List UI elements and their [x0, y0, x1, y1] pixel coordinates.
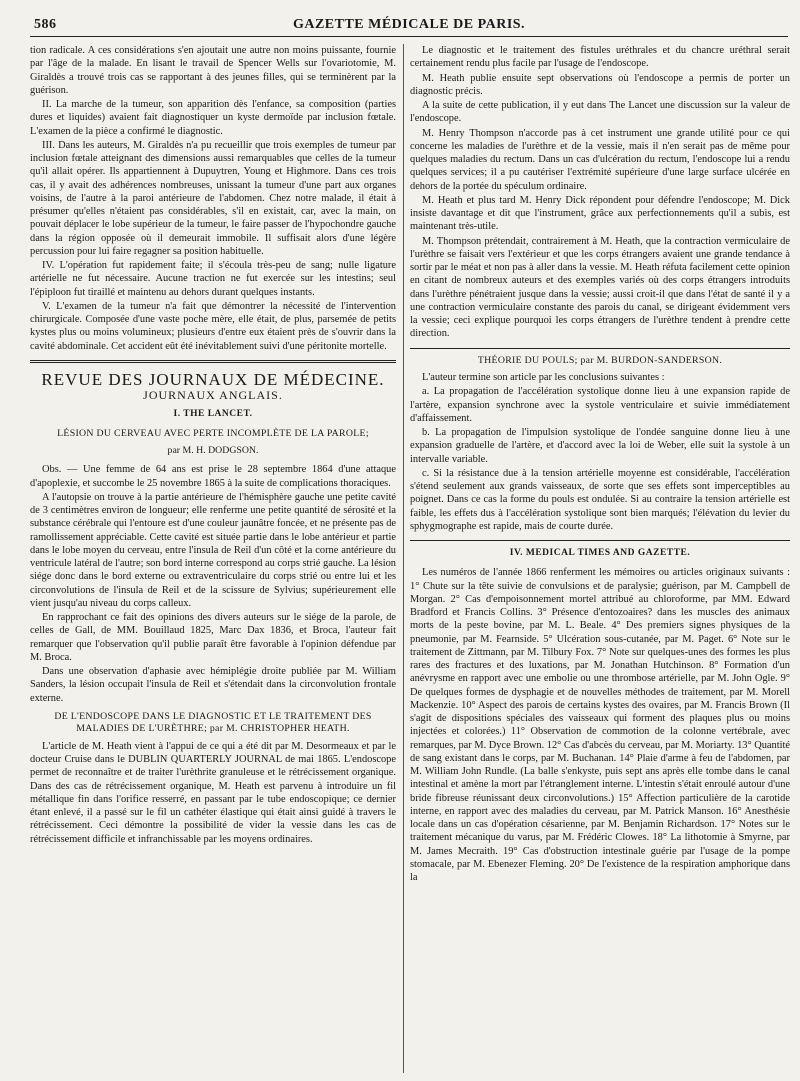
paragraph: M. Thompson prétendait, contrairement à M. Heath, que la contraction vermiculaire de l'urèthre se faisait vers l'extérieur et que les corps étrangers avaient une grande tendance à sortir par le méat et non pas à aller dans la vessie. M. Heath réfuta facilement cette opinion en citant de nombreux auteurs et des exemples variés où des corps étrangers introduits dans l'urèthre pénétraient jusque dans la vessie; aussi croit-il que dans l'état de santé il y a une contraction vermiculaire constante des parois du canal, se dirigeant évidemment vers la vessie; ceci explique pourquoi les corps étrangers de l'urèthre tendent à prendre cette direction.	[410, 235, 790, 340]
article-author: par M. H. DODGSON.	[167, 445, 259, 456]
page-header	[30, 14, 788, 37]
journal-heading: IV. MEDICAL TIMES AND GAZETTE.	[509, 548, 691, 558]
paragraph: c. Si la résistance due à la tension artérielle moyenne est considérable, l'accélération s'étend seulement aux grands vaisseaux, de sorte que ses effets sont imperceptibles au poignet. Dans ce cas la forme du pouls est ondulée. Si au contraire la tension artérielle est faible, les effets dus à l'accélération systolique sont bien marqués; l'élévation du levier du sphygmographe est rapide, mais de courte durée.	[410, 467, 790, 532]
paragraph: Obs. — Une femme de 64 ans est prise le 28 septembre 1864 d'une attaque d'apoplexie, et succombe le 25 novembre 1865 à la suite de complications thoraciques.	[30, 464, 396, 489]
paragraph: L'article de M. Heath vient à l'appui de ce qui a été dit par M. Desormeaux et par le docteur Cruise dans le DUBLIN QUARTERLY JOURNAL de mai 1865. L'endoscope permet de reconnaître et de traiter l'urèthrite granuleuse et le rétrécissement organique. Dans des cas de rétrécissement organique, M. Heath est parvenu à introduire un fil métallique fin dans l'orifice resserré, en passant par le tube endoscopique; ce dernier étant enlevé, il a passé sur le fil un cathéter élastique qui était ainsi guidé à travers le rétrécissement. Ceci démontre la possibilité de vider la vessie dans les cas de rétrécissement difficile et infranchissable par les moyens ordinaires.	[30, 740, 396, 845]
section-divider	[30, 360, 396, 363]
article-title: LÉSION DU CERVEAU AVEC PERTE INCOMPLÈTE DE LA PAROLE;	[57, 427, 369, 439]
paragraph: a. La propagation de l'accélération systolique donne lieu à une expansion rapide de l'artère, expansion synchrone avec la systole ventriculaire et suivie immédiatement d'affaissement.	[410, 386, 790, 424]
paragraph: A la suite de cette publication, il y eut dans The Lancet une discussion sur la valeur de l'endoscope.	[410, 100, 790, 125]
paragraph: II. La marche de la tumeur, son apparition dès l'enfance, sa composition (parties dures et liquides) avaient fait diagnostiquer un kyste dermoïde par inclusion fœtale. L'examen de la pièce a confirmé le diagnostic.	[30, 99, 396, 137]
paragraph: III. Dans les auteurs, M. Giraldès n'a pu recueillir que trois exemples de tumeur par inclusion fœtale atteignant des dimensions aussi remarquables que celles de la tumeur qu'il allait opérer. Ils appartiennent à Dupuytren, Young et Highmore. Dans ces trois cas, il y avait des adhérences nombreuses, unissant la tumeur d'une part aux organes voisins, de l'autre à la paroi antérieure de l'abdomen. Chez notre malade, il était à présumer qu'elles n'étaient pas considérables, s'il en existait, car, avec la main, on pouvait déplacer le lobe supérieur de la tumeur, le faire passer de l'hypochondre gauche dans la région opposée où il demeurait immobile. Il suffisait alors d'une légère percussion pour lui faire regagner sa position habituelle.	[30, 139, 396, 257]
paragraph: tion radicale. A ces considérations s'en ajoutait une autre non moins puissante, fournie par l'âge de la malade. En lisant le travail de Spencer Wells sur l'ovariotomie, M. Giraldès a trouvé trois cas se rapportant à des jeunes filles, qui se terminèrent par la guérison.	[30, 45, 396, 96]
paragraph: b. La propagation de l'impulsion systolique de l'ondée sanguine donne lieu à une expansion graduelle de l'artère, et d'accord avec la loi de Weber, elle suit la systole à un intervalle variable.	[410, 427, 790, 465]
section-subtitle: JOURNAUX ANGLAIS.	[143, 388, 283, 402]
journal-heading: I. THE LANCET.	[173, 409, 253, 420]
paragraph: Les numéros de l'année 1866 renferment les mémoires ou articles originaux suivants : 1° Chute sur la tête suivie de convulsions et de paralysie; guérison, par M. Campbell de Morgan. 2° Cas d'empoisonnement mortel attribué au chloroforme, par MM. Edward Bradford et Francis Collins. 3° Présence d'entozoaires? dans les muscles des animaux morts de la peste bovine, par M. L. Beale. 4° Des premiers signes physiques de la pneumonie, par M. Fearnside. 5° Ulcération sous-cutanée, par M. Paget. 6° Note sur le traitement de Zittmann, par M. Tilbury Fox. 7° Note sur quelques-unes des formes les plus rares des fractures et des luxations, par M. Jonathan Hutchinson. 8° Formation d'un anévrysme en rapport avec une embolie ou une thrombose artérielle, par M. John Ogle. 9° De quelques formes de dysphagie et de nouvelles méthodes de traitement, par M. Morell Mackenzie. 10° Aspect des parois de certains kystes des ovaires, par M. Francis Brown (Il s'agit de dispositions spéciales des vaisseaux qui forment des plaques plus ou moins injectées et colorées.) 11° Observation de commotion de la colonne vertébrale, avec remarques, par M. Dyce Brown. 12° Cas d'abcès du cerveau, par M. Moriarty. 13° Quantité de sang existant dans le corps, par M. Buchanan. 14° Plaie d'arme à feu de l'abdomen, par M. William John Rundle. (La balle s'enkyste, puis sept ans après elle tombe dans le canal intestinal et amène la mort par l'étranglement interne. L'intestin s'était enroulé autour d'une bride fibreuse réunissant deux circonvolutions.) 15° Affection particulière de la carotide interne, en rapport avec des maladies du cerveau, par M. Patrick Manson. 16° Anesthésie locale dans un cas d'opération césarienne, par M. Benjamin Richardson. 17° Notes sur le traitement mécanique du varus, par M. Frédéric Clowes. 18° La lithotomie à Smyrne, par M. James Mecraith. 19° Cas d'obstruction intestinale guérie par l'usage de la pompe stomacale, par M. Ebenezer Fleming. 20° De l'existence de la respiration amphorique dans la	[410, 567, 790, 883]
journal-title: GAZETTE MÉDICALE DE PARIS.	[292, 17, 526, 32]
paragraph: Dans une observation d'aphasie avec hémiplégie droite publiée par M. William Sanders, la lésion occupait l'insula de Reil et s'étendait dans la circonvolution frontale externe.	[30, 666, 396, 704]
paragraph: Le diagnostic et le traitement des fistules uréthrales et du chancre uréthral serait certainement rendu plus facile par l'usage de l'endoscope.	[410, 45, 790, 70]
right-column	[410, 44, 790, 1073]
paragraph: En rapprochant ce fait des opinions des divers auteurs sur le siége de la parole, de celles de Gall, de MM. Bouillaud 1825, Marc Dax 1836, et Broca, l'auteur fait remarquer que l'observation qu'il publie paraît être favorable à l'opinion défendue par M. Broca.	[30, 612, 396, 663]
article-title: THÉORIE DU POULS; par M. BURDON-SANDERSON.	[477, 354, 723, 366]
left-column	[30, 44, 396, 1073]
paragraph: IV. L'opération fut rapidement faite; il s'écoula très-peu de sang; nulle ligature artérielle ne fut nécessaire. Aucune traction ne fut exercée sur les intestins; seul l'épiploon fut tiraillé et maintenu au dehors durant quelques instants.	[30, 260, 396, 298]
section-title: REVUE DES JOURNAUX DE MÉDECINE.	[41, 369, 385, 389]
article-title: DE L'ENDOSCOPE DANS LE DIAGNOSTIC ET LE TRAITEMENT DES MALADIES DE L'URÈTHRE; par M. CHRISTOPHER HEATH.	[54, 710, 372, 735]
paragraph: M. Heath publie ensuite sept observations où l'endoscope a permis de porter un diagnostic précis.	[410, 72, 790, 97]
paragraph: L'auteur termine son article par les conclusions suivantes :	[422, 372, 665, 383]
article-divider	[410, 348, 790, 349]
page-number: 586	[34, 17, 57, 32]
paragraph: A l'autopsie on trouve à la partie antérieure de l'hémisphère gauche une petite cavité de 3 centimètres environ de longueur; elle renferme une petite quantité de sérosité et la substance cérébrale qui l'entoure est d'une couleur jaunâtre foncée, et ne présente pas de ramollissement appréciable. Cette cavité est située partie dans le lobe antérieur et partie dans le lobe moyen du cerveau, entre l'insula de Reil d'un côté et la corne antérieure du ventricule latéral de l'autre; son bord interne correspond au corps strié gauche. La lésion siége donc dans le bord externe ou extraventriculaire du corps strié ou entre lui et les circonvolutions de l'insula de Reil et de la scissure de Sylvius; supérieurement elle vient jusqu'au niveau du corps calleux.	[30, 491, 396, 609]
column-rule	[403, 44, 404, 1073]
paragraph: M. Heath et plus tard M. Henry Dick répondent pour défendre l'endoscope; M. Dick insiste davantage et dit que l'instrument, grâce aux perfectionnements qu'il a subis, est maintenant très-utile.	[410, 194, 790, 233]
section-divider	[410, 540, 790, 541]
paragraph: V. L'examen de la tumeur n'a fait que démontrer la nécessité de l'intervention chirurgicale. Composée d'une vaste poche mère, elle était, de plus, parsemée de petits kystes plus ou moins volumineux; plusieurs d'entre eux étaient près de s'ouvrir dans la cavité abdominale. Cet accident eût été inévitablement suivi d'une péritonite mortelle.	[30, 300, 396, 352]
paragraph: M. Henry Thompson n'accorde pas à cet instrument une grande utilité pour ce qui concerne les maladies de l'urèthre et de la vessie, mais il n'en serait pas de même pour quelques maladies du rectum. Dans un cas d'ulcération du rectum, l'endoscope lui a rendu quelques services; il a pu cautériser l'extrémité supérieure d'une large surface ulcérée en dehors de la portée du spéculum ordinaire.	[410, 127, 790, 192]
